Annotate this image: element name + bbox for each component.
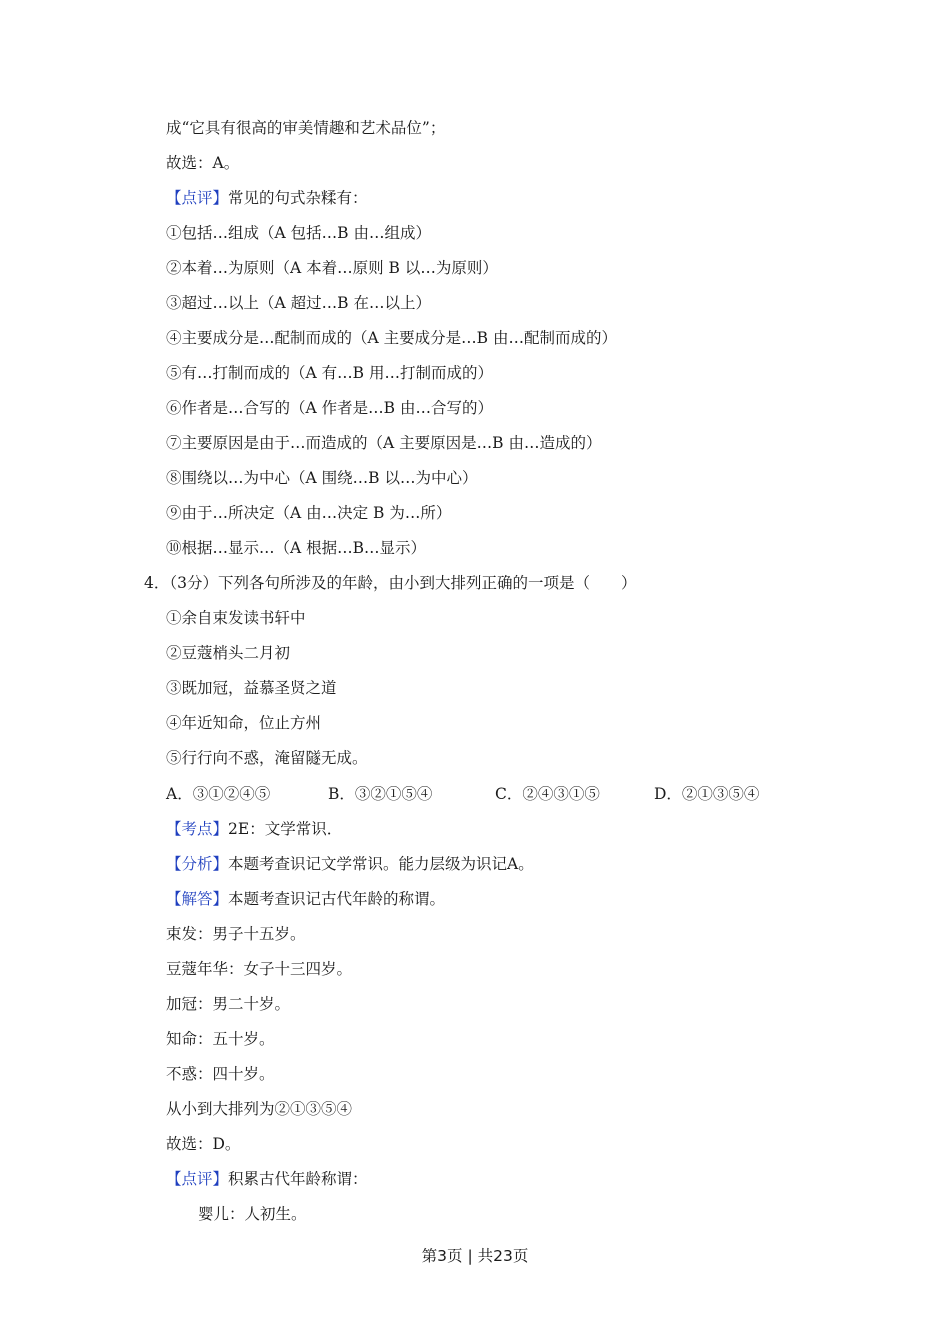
list-item: ②本着…为原则（A 本着…原则 B 以…为原则） xyxy=(166,259,498,277)
fenxi-text: 本题考查识记文学常识。能力层级为识记A。 xyxy=(228,855,534,873)
jieda xyxy=(166,889,445,909)
answer-line: 从小到大排列为②①③⑤④ xyxy=(166,1100,353,1118)
fenxi xyxy=(166,854,534,874)
answer-line: 加冠：男二十岁。 xyxy=(166,995,291,1013)
answer-line: 豆蔻年华：女子十三四岁。 xyxy=(166,960,353,978)
question-sentence: ⑤行行向不惑，淹留隧无成。 xyxy=(166,749,368,767)
fenxi-tag: 【分析】 xyxy=(166,855,229,873)
prev-continuation: 成“它具有很高的审美情趣和艺术品位”； xyxy=(166,119,446,137)
list-item: ④主要成分是…配制而成的（A 主要成分是…B 由…配制而成的） xyxy=(166,329,617,347)
list-item: ⑨由于…所决定（A 由…决定 B 为…所） xyxy=(166,504,452,522)
kaodian-tag: 【考点】 xyxy=(166,820,229,838)
list-item: ⑧围绕以…为中心（A 围绕…B 以…为中心） xyxy=(166,469,478,487)
option-a: A．③①②④⑤ xyxy=(166,785,271,803)
list-item: ⑩根据…显示…（A 根据…B…显示） xyxy=(166,539,427,557)
age-term: 婴儿：人初生。 xyxy=(198,1205,307,1223)
answer-line: 故选：D。 xyxy=(166,1135,241,1153)
list-item: ⑥作者是…合写的（A 作者是…B 由…合写的） xyxy=(166,399,493,417)
list-item: ⑦主要原因是由于…而造成的（A 主要原因是…B 由…造成的） xyxy=(166,434,602,452)
comment-tag: 【点评】 xyxy=(166,189,229,207)
answer-line: 知命：五十岁。 xyxy=(166,1030,275,1048)
answer-line: 束发：男子十五岁。 xyxy=(166,925,306,943)
comment-text: 常见的句式杂糅有： xyxy=(228,189,368,207)
list-item: ③超过…以上（A 超过…B 在…以上） xyxy=(166,294,431,312)
kaodian-text: 2E：文学常识． xyxy=(228,820,343,838)
comment-text: 积累古代年龄称谓： xyxy=(228,1170,368,1188)
question-sentence: ①余自束发读书轩中 xyxy=(166,609,306,627)
option-b: B．③②①⑤④ xyxy=(328,785,433,803)
q4-comment xyxy=(166,1169,368,1189)
list-item: ⑤有…打制而成的（A 有…B 用…打制而成的） xyxy=(166,364,493,382)
question-sentence: ④年近知命，位止方州 xyxy=(166,714,322,732)
list-item: ①包括…组成（A 包括…B 由…组成） xyxy=(166,224,431,242)
option-c: C．②④③①⑤ xyxy=(495,785,600,803)
answer-line: 不惑：四十岁。 xyxy=(166,1065,275,1083)
question-sentence: ②豆蔻梢头二月初 xyxy=(166,644,291,662)
question-sentence: ③既加冠，益慕圣贤之道 xyxy=(166,679,337,697)
jieda-tag: 【解答】 xyxy=(166,890,229,908)
option-d: D．②①③⑤④ xyxy=(654,785,760,803)
jieda-text: 本题考查识记古代年龄的称谓。 xyxy=(228,890,446,908)
question-stem: 4．（3分）下列各句所涉及的年龄，由小到大排列正确的一项是（ ） xyxy=(144,574,637,592)
kaodian xyxy=(166,819,342,839)
page-footer: 第3页 | 共23页 xyxy=(421,1247,529,1265)
prev-answer: 故选：A。 xyxy=(166,154,240,172)
prev-comment xyxy=(166,188,368,208)
comment-tag: 【点评】 xyxy=(166,1170,229,1188)
